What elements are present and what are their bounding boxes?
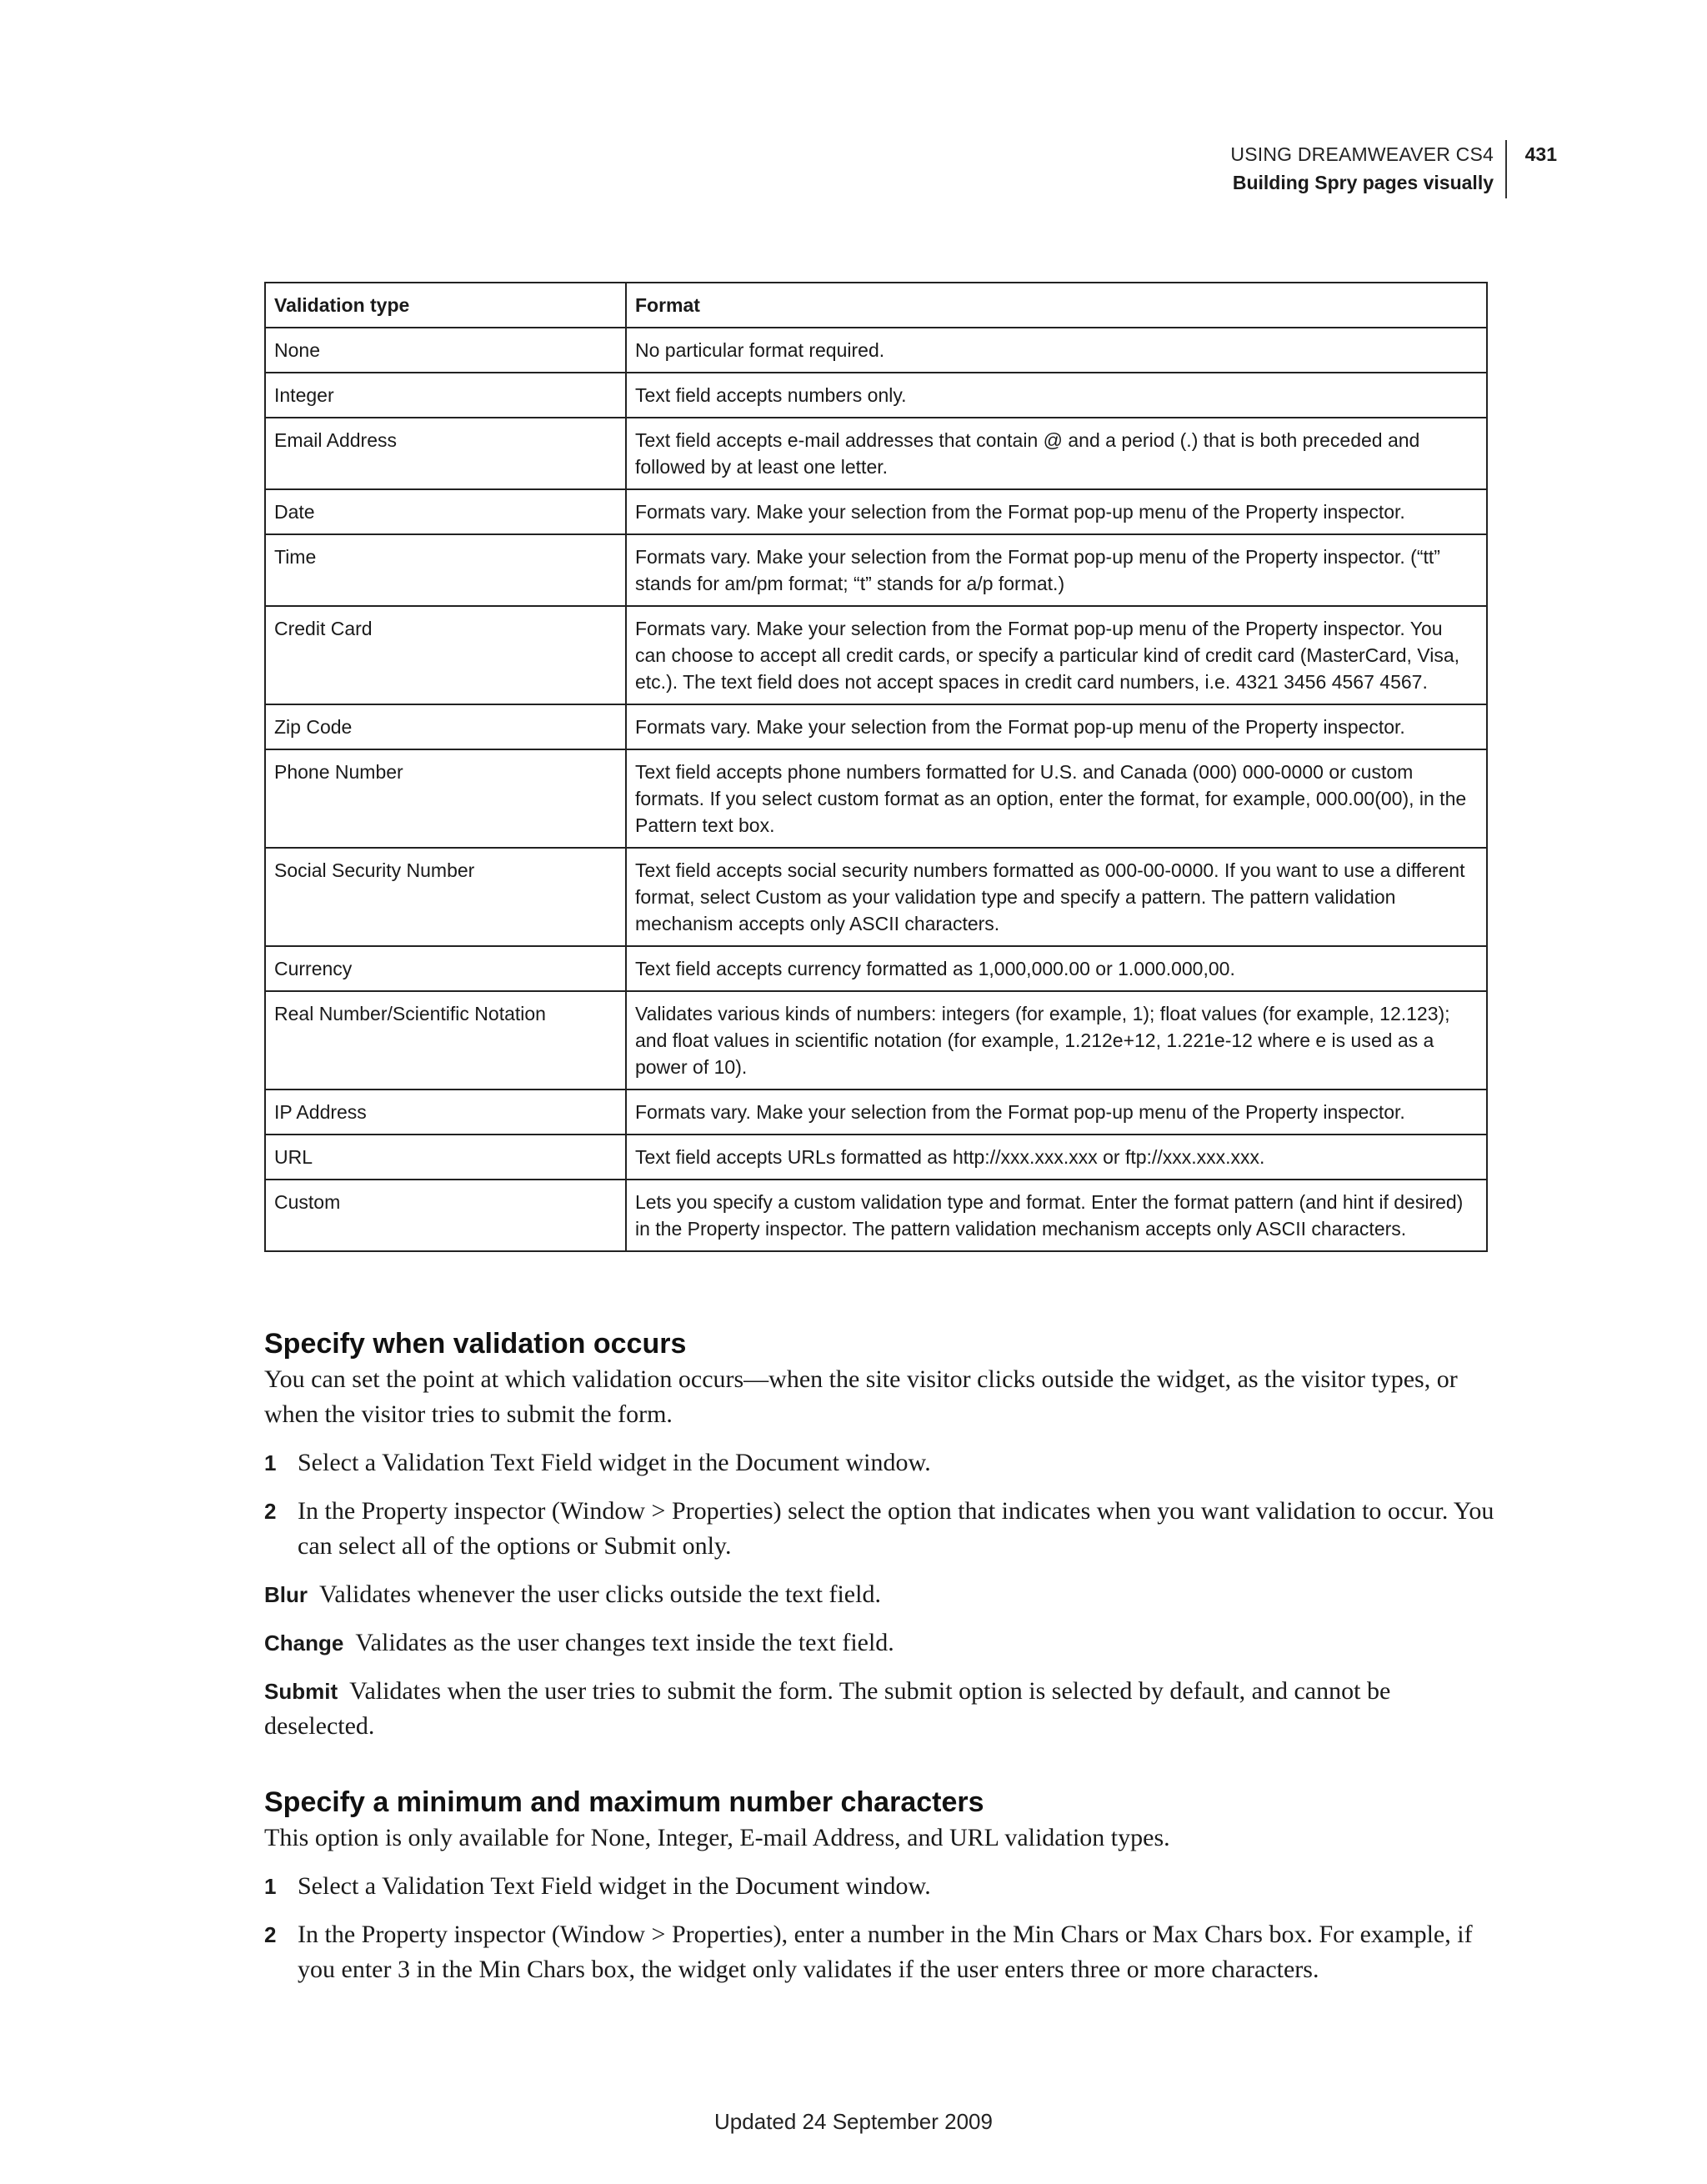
format-cell: No particular format required. [626, 328, 1487, 373]
option-description: Validates whenever the user clicks outside the text field. [319, 1580, 881, 1608]
section-heading: Specify a minimum and maximum number characters [264, 1786, 984, 1818]
format-cell: Text field accepts URLs formatted as http://xxx.xxx.xxx or ftp://xxx.xxx.xxx. [626, 1135, 1487, 1180]
section-intro: You can set the point at which validation occurs—when the site visitor clicks outside the widget, as the visitor types, or when the visitor tries to submit the form. [264, 1365, 1458, 1428]
step-item [264, 1445, 1498, 1480]
section-validation-timing [264, 1325, 1498, 1744]
step-item [264, 1494, 1498, 1564]
step-item [264, 1917, 1498, 1987]
step-text: Select a Validation Text Field widget in the Document window. [298, 1872, 931, 1900]
table-row [265, 418, 1487, 489]
option-label: Blur [264, 1582, 308, 1607]
format-cell: Formats vary. Make your selection from the Format pop-up menu of the Property inspector. [626, 704, 1487, 749]
table-row [265, 1135, 1487, 1180]
format-cell: Text field accepts social security numbers formatted as 000-00-0000. If you want to use a different format, select Custom as your validation type and specify a pattern. The pattern validation mechanism accepts only ASCII characters. [626, 848, 1487, 946]
format-cell: Text field accepts phone numbers formatted for U.S. and Canada (000) 000-0000 or custom formats. If you select custom format as an option, enter the format, for example, 000.00(00), in the Pattern text box. [626, 749, 1487, 848]
option-change [264, 1625, 1498, 1661]
book-title: USING DREAMWEAVER CS4 [1230, 143, 1494, 165]
validation-type-cell: IP Address [265, 1089, 626, 1135]
column-header: Format [626, 283, 1487, 328]
step-text: In the Property inspector (Window > Properties) select the option that indicates when you want validation to occur. You can select all of the options or Submit only. [298, 1497, 1494, 1560]
validation-type-cell: Email Address [265, 418, 626, 489]
validation-type-cell: Phone Number [265, 749, 626, 848]
validation-type-cell: None [265, 328, 626, 373]
running-header [1230, 140, 1507, 198]
table-row [265, 489, 1487, 534]
step-number: 1 [264, 1450, 277, 1475]
option-description: Validates when the user tries to submit the form. The submit option is selected by default, and cannot be deselected. [264, 1677, 1391, 1740]
section-min-max-chars [264, 1784, 1498, 1987]
validation-type-cell: Currency [265, 946, 626, 991]
format-cell: Text field accepts numbers only. [626, 373, 1487, 418]
option-description: Validates as the user changes text inside the text field. [355, 1629, 894, 1656]
table-row [265, 328, 1487, 373]
format-cell: Lets you specify a custom validation type and format. Enter the format pattern (and hint if desired) in the Property inspector. The pattern validation mechanism accepts only ASCII characters. [626, 1180, 1487, 1251]
table-row [265, 749, 1487, 848]
option-blur [264, 1577, 1498, 1612]
table-header-row [265, 283, 1487, 328]
table-row [265, 946, 1487, 991]
format-cell: Text field accepts currency formatted as 1,000,000.00 or 1.000.000,00. [626, 946, 1487, 991]
step-number: 1 [264, 1874, 277, 1899]
step-text: In the Property inspector (Window > Properties), enter a number in the Min Chars or Max Chars box. For example, if you enter 3 in the Min Chars box, the widget only validates if the user enters three or more characters. [298, 1921, 1473, 1983]
format-cell: Formats vary. Make your selection from the Format pop-up menu of the Property inspector. (“tt” stands for am/pm format; “t” stands for a/p format.) [626, 534, 1487, 606]
table-row [265, 1089, 1487, 1135]
format-cell: Formats vary. Make your selection from the Format pop-up menu of the Property inspector. You can choose to accept all credit cards, or specify a particular kind of credit card (MasterCard, Visa, etc.). The text field does not accept spaces in credit card numbers, i.e. 4321 3456 4567 4567. [626, 606, 1487, 704]
validation-type-cell: URL [265, 1135, 626, 1180]
validation-type-cell: Credit Card [265, 606, 626, 704]
chapter-title: Building Spry pages visually [1232, 172, 1494, 193]
table-row [265, 534, 1487, 606]
option-label: Change [264, 1630, 344, 1656]
validation-type-cell: Real Number/Scientific Notation [265, 991, 626, 1089]
format-cell: Formats vary. Make your selection from the Format pop-up menu of the Property inspector. [626, 489, 1487, 534]
validation-type-cell: Time [265, 534, 626, 606]
validation-type-cell: Zip Code [265, 704, 626, 749]
step-number: 2 [264, 1499, 277, 1524]
section-heading: Specify when validation occurs [264, 1328, 687, 1360]
step-number: 2 [264, 1922, 277, 1947]
table-row [265, 991, 1487, 1089]
page-number: 431 [1524, 143, 1557, 165]
validation-type-cell: Custom [265, 1180, 626, 1251]
validation-type-cell: Integer [265, 373, 626, 418]
table-row [265, 704, 1487, 749]
page-footer: Updated 24 September 2009 [714, 2109, 993, 2134]
option-label: Submit [264, 1679, 338, 1704]
table-row [265, 1180, 1487, 1251]
step-text: Select a Validation Text Field widget in the Document window. [298, 1449, 931, 1476]
table-row [265, 373, 1487, 418]
section-intro: This option is only available for None, Integer, E-mail Address, and URL validation types. [264, 1824, 1170, 1851]
validation-type-cell: Date [265, 489, 626, 534]
body-content [264, 1325, 1498, 2001]
validation-type-cell: Social Security Number [265, 848, 626, 946]
format-cell: Formats vary. Make your selection from the Format pop-up menu of the Property inspector. [626, 1089, 1487, 1135]
format-cell: Validates various kinds of numbers: integers (for example, 1); float values (for example, 12.123); and float values in scientific notation (for example, 1.212e+12, 1.221e-12 where e is used as a power of 10). [626, 991, 1487, 1089]
table-row [265, 606, 1487, 704]
step-item [264, 1869, 1498, 1904]
format-cell: Text field accepts e-mail addresses that contain @ and a period (.) that is both preceded and followed by at least one letter. [626, 418, 1487, 489]
table-row [265, 848, 1487, 946]
column-header: Validation type [265, 283, 626, 328]
option-submit [264, 1674, 1498, 1744]
validation-type-table [264, 282, 1488, 1252]
